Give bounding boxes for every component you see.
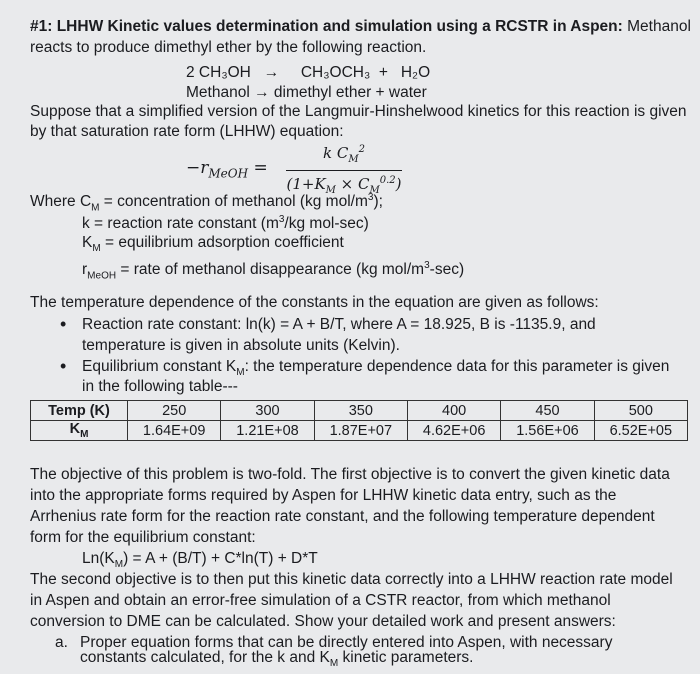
problem-title-suffix: Methanol [627,18,691,35]
equilibrium-equation-b: ) = A + (B/T) + C*ln(T) + D*T [123,550,318,567]
definition-cm-sub: M [91,202,100,214]
item-a-line2-b: kinetic parameters. [338,649,474,666]
definition-r-sup: 3 [424,260,430,271]
bullet-2-line2: in the following table--- [82,378,238,395]
bullet-1-line2: temperature is given in absolute units (Kelvin). [82,337,400,354]
table-row-temperature [31,401,688,421]
equilibrium-equation-a: Ln(K [82,550,115,567]
table-cell-km: 6.52E+05 [594,421,687,441]
numerator-k: k C [323,144,349,162]
denominator-open: (1+K [286,175,326,193]
bullet-2-line1-a: Equilibrium constant K [82,358,237,375]
definition-k-a: k = reaction rate constant (m [82,215,279,233]
bullet-1-marker: • [60,314,67,334]
bullet-2-line1-b: : the temperature dependence data for this parameter is given [244,358,670,375]
bullet-2-marker: • [60,356,67,376]
denominator-close: ) [395,175,402,193]
definition-km-sub: M [92,243,101,255]
fraction-bar [286,170,402,171]
item-a-line1: Proper equation forms that can be directly entered into Aspen, with necessary [80,634,613,651]
definition-k [82,210,369,234]
temperature-intro: The temperature dependence of the constants in the equation are given as follows: [30,294,599,311]
item-a-line2-a: constants calculated, for the k and K [80,649,330,666]
objective2-line3: conversion to DME can be calculated. Show your detailed work and present answers: [30,613,616,630]
bullet-2-line1-sub: M [236,367,245,379]
denominator-times: × C [335,175,370,193]
definition-r-c: -sec) [429,261,465,279]
km-data-table [30,400,688,441]
numerator-sub: M [348,154,359,165]
definition-km-b: = equilibrium adsorption coefficient [100,234,344,251]
objective2-line2: in Aspen and obtain an error-free simulation of a CSTR reactor, from which methanol [30,592,611,609]
definition-r-sub: MeOH [87,270,117,282]
table-cell-temp: 250 [128,401,221,421]
objective-line2: into the appropriate forms required by Aspen for LHHW kinetic data entry, such as the [30,487,617,504]
numerator-sup: 2 [358,144,365,155]
definition-cm-b: = concentration of methanol (kg mol/m [99,193,368,211]
rate-equation-numerator [286,141,402,169]
problem-title-line2: reacts to produce dimethyl ether by the following reaction. [30,39,427,56]
table-cell-km: 1.56E+06 [501,421,594,441]
objective-line3: Arrhenius rate form for the reaction rate constant, and the following temperature dependent [30,508,655,525]
rate-equation-lhs-sub: MeOH [208,166,249,181]
rate-equation-lhs [186,158,268,180]
table-cell-km: 1.21E+08 [221,421,314,441]
denominator-sup: 0.2 [379,175,396,186]
reaction-words: Methanol → dimethyl ether + water [186,84,427,101]
problem-title-bold: #1: LHHW Kinetic values determination and simulation using a RCSTR in Aspen: [30,18,623,35]
table-header-km-a: K [69,421,81,438]
item-a-line2-sub: M [329,658,339,670]
table-cell-temp: 350 [314,401,407,421]
table-cell-temp: 500 [594,401,687,421]
definition-k-sup: 3 [278,214,285,225]
definition-k-b: /kg mol-sec) [284,215,369,233]
table-cell-temp: 450 [501,401,594,421]
definition-r-a: r [82,261,88,279]
objective-line4: form for the equilibrium constant: [30,529,256,546]
table-cell-km: 1.87E+07 [314,421,407,441]
table-row-km [31,421,688,441]
definition-cm-a: Where C [30,193,92,211]
denominator-sub2: M [369,185,380,196]
table-cell-km: 4.62E+06 [407,421,500,441]
table-cell-km: 1.64E+09 [128,421,221,441]
table-header-km [31,421,128,441]
denominator-sub1: M [325,185,336,196]
table-header-temp: Temp (K) [31,401,128,421]
definition-cm-c: ); [373,193,383,211]
intro-line1: Suppose that a simplified version of the Langmuir-Hinshelwood kinetics for this reaction is given [30,103,687,120]
objective-line1: The objective of this problem is two-fold. The first objective is to convert the given kinetic data [30,466,670,483]
table-cell-temp: 400 [407,401,500,421]
reaction-formula: 2 CH₃OH → CH₃OCH₃ + H₂O [186,64,431,81]
table-cell-temp: 300 [221,401,314,421]
rate-equation-equals: = [248,158,268,178]
definition-km-a: K [82,234,93,251]
problem-title [30,17,691,37]
definition-cm-sup: 3 [367,192,374,203]
definition-rmeoh [82,256,464,286]
bullet-1-line1: Reaction rate constant: ln(k) = A + B/T, where A = 18.925, B is -1135.9, and [82,316,596,333]
definition-r-b: = rate of methanol disappearance (kg mol/m [116,261,425,279]
table-header-km-sub: M [80,428,89,440]
equilibrium-equation-sub: M [114,559,124,571]
intro-line2: by that saturation rate form (LHHW) equation: [30,123,344,140]
item-a-label: a. [55,634,68,651]
objective2-line1: The second objective is to then put this kinetic data correctly into a LHHW reaction rate model [30,571,673,588]
item-a-line2 [80,648,473,674]
rate-equation-lhs-r: −r [186,158,209,178]
